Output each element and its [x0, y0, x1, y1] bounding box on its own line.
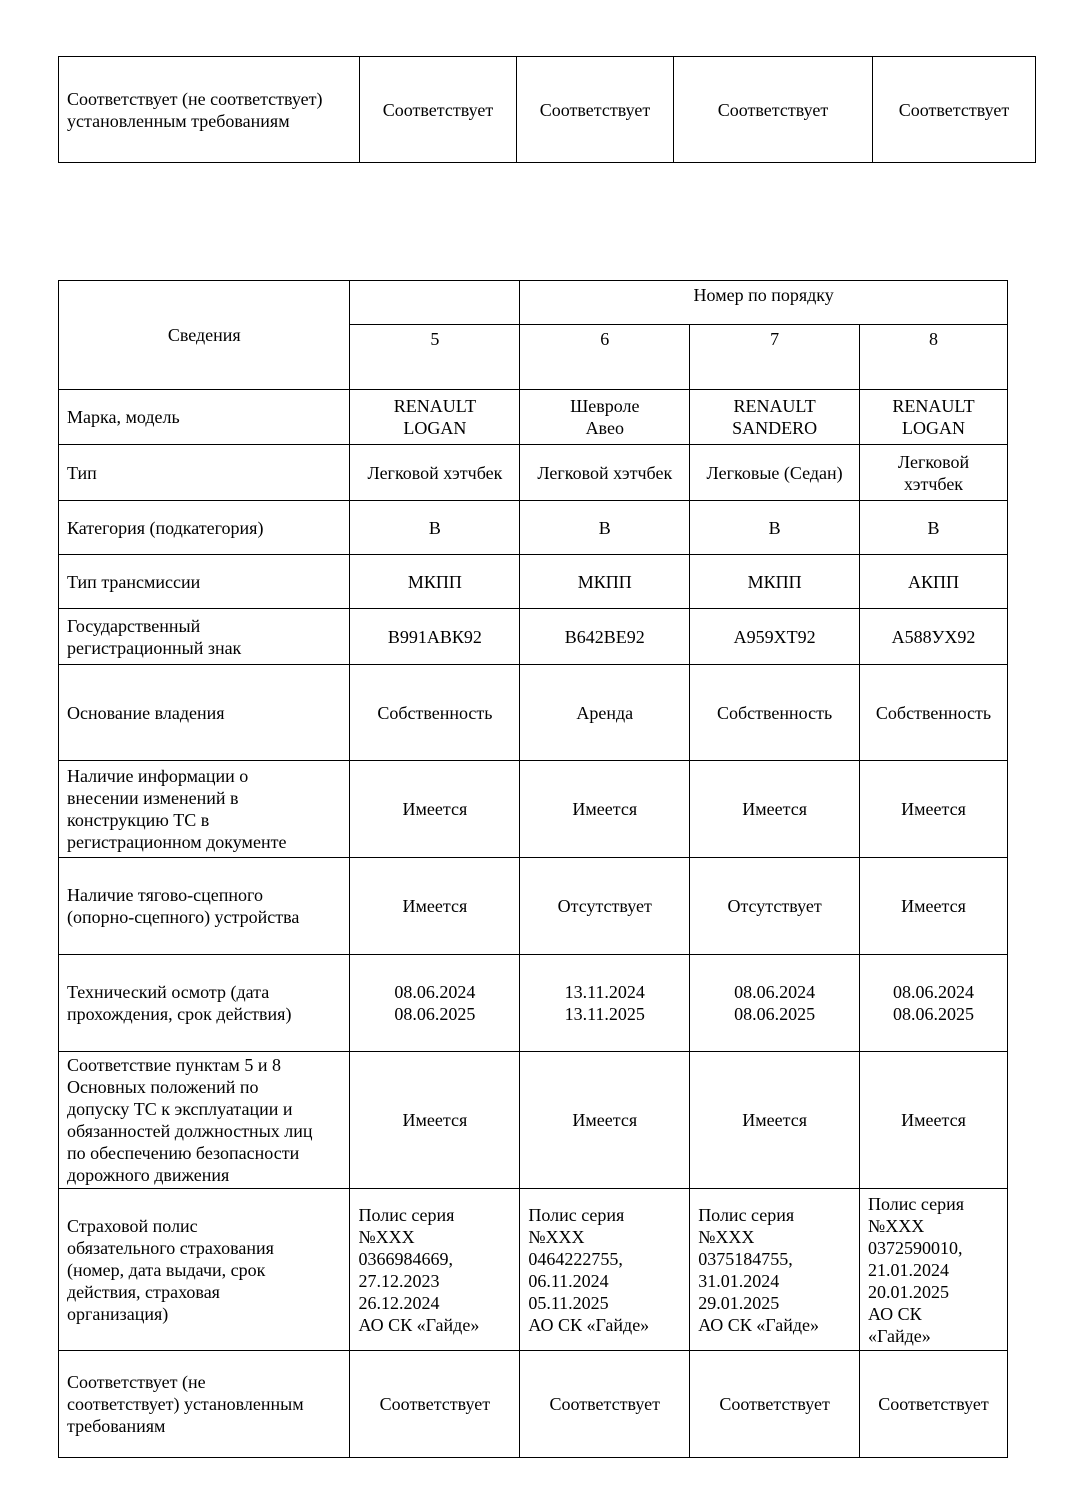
- cell-value: МКПП: [520, 555, 690, 609]
- cell-value: МКПП: [690, 555, 860, 609]
- cell-value: Собственность: [860, 665, 1008, 761]
- table-row: [59, 501, 1008, 555]
- cell-value: Легковые (Седан): [690, 445, 860, 501]
- cell-value: Полис серия №XXX 0372590010, 21.01.2024 20.01.2025 АО СК «Гайде»: [860, 1189, 1008, 1351]
- cell-value: Имеется: [690, 761, 860, 858]
- cell-value: RENAULT LOGAN: [860, 390, 1008, 445]
- row-label: Государственный регистрационный знак: [59, 609, 350, 665]
- table-row: [59, 390, 1008, 445]
- cell-value: Легковой хэтчбек: [860, 445, 1008, 501]
- cell-value: 08.06.2024 08.06.2025: [350, 955, 520, 1052]
- table-row: [59, 1351, 1008, 1458]
- row-label: Соответствует (не соответствует) установленным требованиям: [59, 1351, 350, 1458]
- table-row: [59, 858, 1008, 955]
- header-empty-cell: [350, 281, 520, 325]
- table-row: [59, 955, 1008, 1052]
- cell-value: Соответствует: [860, 1351, 1008, 1458]
- row-label: Технический осмотр (дата прохождения, срок действия): [59, 955, 350, 1052]
- cell-value: Отсутствует: [690, 858, 860, 955]
- cell-value: В: [350, 501, 520, 555]
- cell-value: Шевроле Авео: [520, 390, 690, 445]
- cell-value: МКПП: [350, 555, 520, 609]
- cell-value: Имеется: [860, 1052, 1008, 1189]
- cell-value: Легковой хэтчбек: [520, 445, 690, 501]
- cell-value: Собственность: [350, 665, 520, 761]
- cell-value: Имеется: [350, 1052, 520, 1189]
- table-row: [59, 1052, 1008, 1189]
- table-row: [59, 555, 1008, 609]
- cell-value: Собственность: [690, 665, 860, 761]
- cell-value: Полис серия №XXX 0464222755, 06.11.2024 05.11.2025 АО СК «Гайде»: [520, 1189, 690, 1351]
- cell-value: Имеется: [520, 761, 690, 858]
- row-label: Тип: [59, 445, 350, 501]
- cell-value: Легковой хэтчбек: [350, 445, 520, 501]
- cell-value: Соответствует: [873, 57, 1036, 163]
- cell-value: Имеется: [860, 858, 1008, 955]
- table-row: [59, 57, 1036, 163]
- row-label: Соответствует (не соответствует) установленным требованиям: [59, 57, 360, 163]
- cell-value: В: [690, 501, 860, 555]
- cell-value: Имеется: [350, 761, 520, 858]
- compliance-summary-table: [58, 56, 1036, 163]
- cell-value: Полис серия №XXX 0366984669, 27.12.2023 26.12.2024 АО СК «Гайде»: [350, 1189, 520, 1351]
- row-label: Наличие тягово-сцепного (опорно-сцепного) устройства: [59, 858, 350, 955]
- cell-value: Отсутствует: [520, 858, 690, 955]
- cell-value: RENAULT SANDERO: [690, 390, 860, 445]
- table-row: [59, 445, 1008, 501]
- row-label: Марка, модель: [59, 390, 350, 445]
- cell-value: Соответствует: [360, 57, 517, 163]
- cell-value: В991АВК92: [350, 609, 520, 665]
- column-number: 7: [690, 325, 860, 390]
- cell-value: В: [520, 501, 690, 555]
- cell-value: Соответствует: [517, 57, 674, 163]
- cell-value: RENAULT LOGAN: [350, 390, 520, 445]
- row-label: Наличие информации о внесении изменений в конструкцию ТС в регистрационном документе: [59, 761, 350, 858]
- cell-value: 08.06.2024 08.06.2025: [690, 955, 860, 1052]
- row-label: Категория (подкатегория): [59, 501, 350, 555]
- cell-value: Аренда: [520, 665, 690, 761]
- table-row: [59, 1189, 1008, 1351]
- cell-value: АКПП: [860, 555, 1008, 609]
- cell-value: В: [860, 501, 1008, 555]
- cell-value: Полис серия №XXX 0375184755, 31.01.2024 29.01.2025 АО СК «Гайде»: [690, 1189, 860, 1351]
- cell-value: Соответствует: [520, 1351, 690, 1458]
- row-label: Соответствие пунктам 5 и 8 Основных положений по допуску ТС к эксплуатации и обязанностей должностных лиц по обеспечению безопасности дорожного движения: [59, 1052, 350, 1189]
- row-label: Основание владения: [59, 665, 350, 761]
- row-label: Тип трансмиссии: [59, 555, 350, 609]
- column-number: 8: [860, 325, 1008, 390]
- cell-value: В642ВЕ92: [520, 609, 690, 665]
- cell-value: Имеется: [350, 858, 520, 955]
- cell-value: Соответствует: [690, 1351, 860, 1458]
- table-row: [59, 609, 1008, 665]
- table-row: [59, 761, 1008, 858]
- cell-value: А959ХТ92: [690, 609, 860, 665]
- cell-value: 08.06.2024 08.06.2025: [860, 955, 1008, 1052]
- row-label: Страховой полис обязательного страхования (номер, дата выдачи, срок действия, страховая организация): [59, 1189, 350, 1351]
- table-row: [59, 665, 1008, 761]
- cell-value: Имеется: [690, 1052, 860, 1189]
- header-info: Сведения: [59, 281, 350, 390]
- cell-value: Имеется: [860, 761, 1008, 858]
- column-number: 5: [350, 325, 520, 390]
- column-number: 6: [520, 325, 690, 390]
- cell-value: Имеется: [520, 1052, 690, 1189]
- table-header-row: [59, 281, 1008, 325]
- cell-value: Соответствует: [350, 1351, 520, 1458]
- cell-value: А588УХ92: [860, 609, 1008, 665]
- cell-value: 13.11.2024 13.11.2025: [520, 955, 690, 1052]
- header-order-number: Номер по порядку: [520, 281, 1008, 325]
- vehicles-table: [58, 280, 1008, 1458]
- cell-value: Соответствует: [674, 57, 873, 163]
